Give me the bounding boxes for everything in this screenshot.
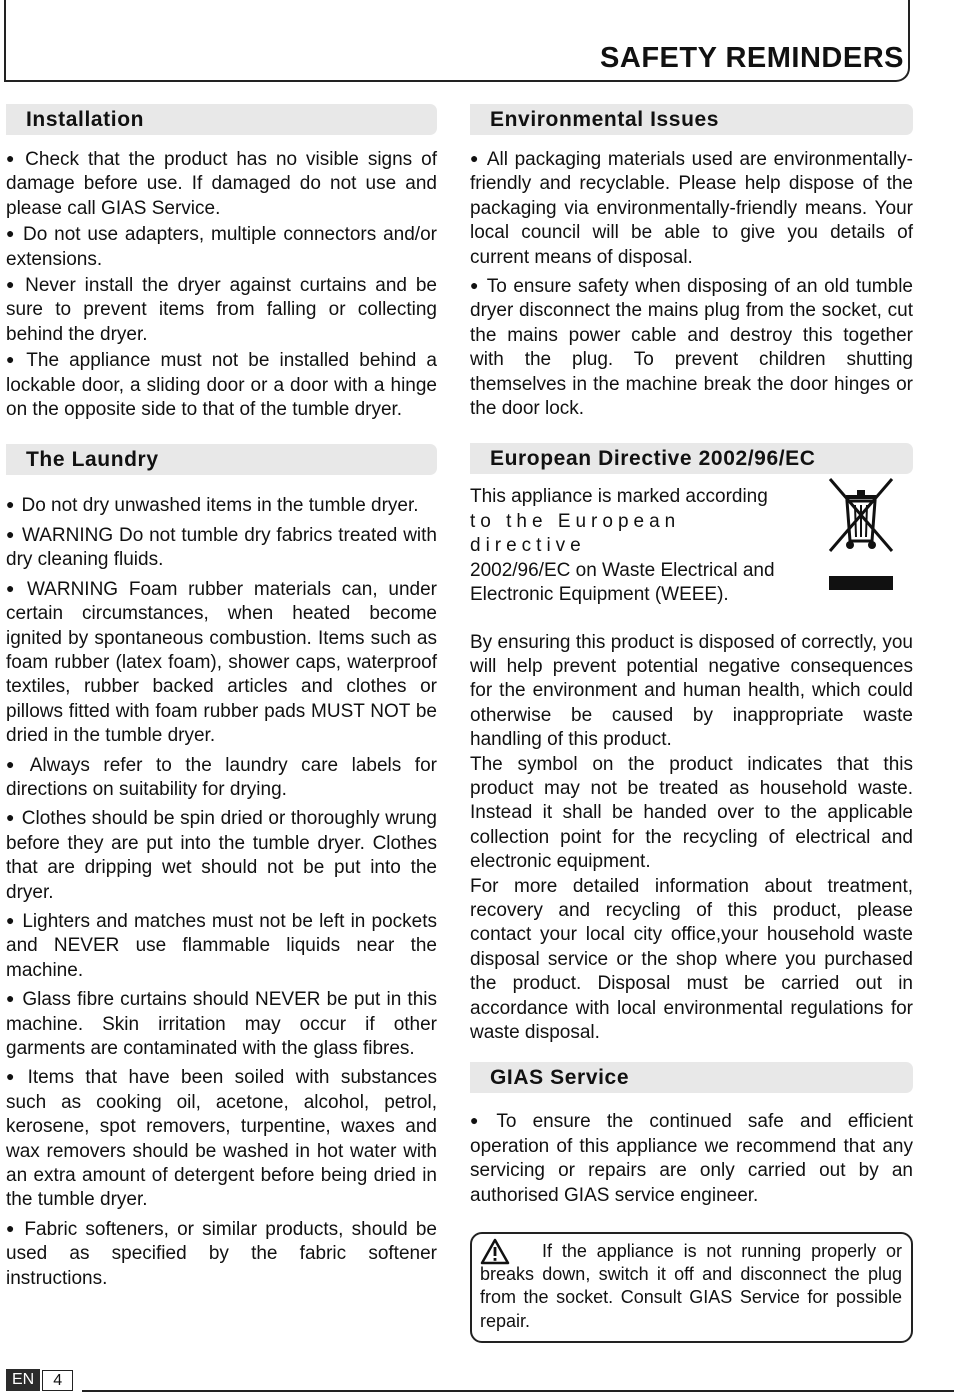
left-column [6, 104, 437, 1291]
page-title: SAFETY REMINDERS [600, 42, 904, 74]
laundry-item: ● Always refer to the laundry care labels for directions on suitability for drying. [6, 752, 437, 803]
weee-line-2: to the European directive [470, 510, 681, 557]
laundry-item: ● WARNING Do not tumble dry fabrics treated with dry cleaning fluids. [6, 522, 437, 573]
environmental-item: ● All packaging materials used are environmentally-friendly and recyclable. Please help dispose of the packaging via environmentally-friendly means. Your local council will be able to give you details of current means of disposal. [470, 146, 913, 270]
directive-paragraph: By ensuring this product is disposed of correctly, you will help prevent potential negative consequences for the environment and human health, which could otherwise be caused by inappropriate waste handling of this product. [470, 631, 913, 751]
laundry-item: ● Fabric softeners, or similar products, should be used as specified by the fabric softener instructions. [6, 1216, 437, 1291]
right-column [470, 104, 913, 1343]
weee-line-3: 2002/96/EC on Waste Electrical and Electronic Equipment (WEEE). [470, 559, 775, 606]
directive-heading: European Directive 2002/96/EC [470, 443, 913, 474]
footer-rule [82, 1390, 954, 1392]
laundry-item: ● Do not dry unwashed items in the tumble dryer. [6, 492, 437, 518]
environmental-heading: Environmental Issues [470, 104, 913, 135]
laundry-heading: The Laundry [6, 444, 437, 475]
laundry-item: ● Items that have been soiled with substances such as cooking oil, acetone, alcohol, petrol, kerosene, spot removers, turpentine, waxes and wax removers should be washed in hot water with an extra amount of detergent before being dried in the tumble dryer. [6, 1064, 437, 1212]
service-item: ● To ensure the continued safe and efficient operation of this appliance we recommend that any servicing or repairs are only carried out by an authorised GIAS service engineer. [470, 1108, 913, 1208]
installation-item: ● The appliance must not be installed behind a lockable door, a sliding door or a door with a hinge on the opposite side to that of the tumble dryer. [6, 347, 437, 422]
service-heading: GIAS Service [470, 1062, 913, 1093]
page-footer [6, 1369, 73, 1391]
warning-triangle-icon [480, 1238, 510, 1265]
weee-block [470, 485, 913, 607]
laundry-item: ● Lighters and matches must not be left in pockets and NEVER use flammable liquids near the machine. [6, 908, 437, 983]
directive-paragraph: For more detailed information about treatment, recovery and recycling of this product, please contact your local city office,your household waste disposal service or the shop where you purchased the product. Disposal must be carried out in accordance with local environmental regulations for waste disposal. [470, 875, 913, 1043]
warning-box [470, 1232, 913, 1343]
laundry-item: ● Glass fibre curtains should NEVER be put in this machine. Skin irritation may occur if other garments are contaminated with the glass fibres. [6, 986, 437, 1061]
installation-item: ● Do not use adapters, multiple connectors and/or extensions. [6, 221, 437, 272]
laundry-item: ● Clothes should be spin dried or thoroughly wrung before they are put into the tumble dryer. Clothes that are dripping wet should not be put into the dryer. [6, 805, 437, 905]
crossed-bin-icon [826, 475, 896, 592]
laundry-item: ● WARNING Foam rubber materials can, under certain circumstances, when heated become ignited by spontaneous combustion. Items such as foam rubber (latex foam), shower caps, waterproof textiles, rubber backed articles and clothes or pillows fitted with foam rubber pads MUST NOT be dried in the tumble dryer. [6, 576, 437, 749]
directive-paragraph: The symbol on the product indicates that this product may not be treated as household waste. Instead it shall be handed over to the applicable collection point for the recycling of electrical and electronic equipment. [470, 753, 913, 873]
installation-item: ● Never install the dryer against curtains and be sure to prevent items from falling or collecting behind the dryer. [6, 272, 437, 347]
page-number: 4 [42, 1370, 73, 1391]
environmental-item: ● To ensure safety when disposing of an old tumble dryer disconnect the mains plug from the socket, cut the mains power cable and destroy this together with the plug. To prevent children shutting themselves in the machine break the door hinges or the door lock. [470, 273, 913, 421]
weee-line-1: This appliance is marked according [470, 486, 768, 508]
weee-text [470, 485, 805, 607]
language-label: EN [6, 1369, 40, 1391]
installation-heading: Installation [6, 104, 437, 135]
warning-text: If the appliance is not running properly or breaks down, switch it off and disconnect the plug from the socket. Consult GIAS Service for possible repair. [480, 1241, 902, 1331]
installation-item: ● Check that the product has no visible signs of damage before use. If damaged do not use and please call GIAS Service. [6, 146, 437, 221]
